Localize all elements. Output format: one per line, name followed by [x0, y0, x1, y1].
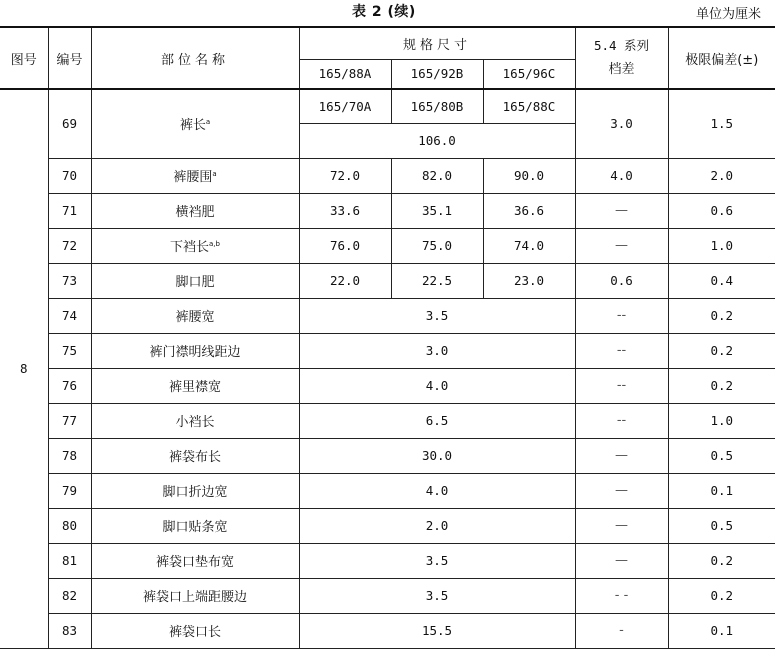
part-name: 裤长$^a$: [91, 89, 299, 158]
spec-value: 3.0: [299, 333, 575, 368]
table-row: [0, 403, 775, 438]
series-step: 4.0: [575, 158, 668, 193]
spec-value: 2.0: [299, 508, 575, 543]
spec-value: 74.0: [483, 228, 575, 263]
item-number: 79: [48, 473, 91, 508]
header-series-line2: 档差: [608, 62, 635, 77]
spec-value: 35.1: [391, 193, 483, 228]
spec-value: 22.0: [299, 263, 391, 298]
unit-note: 单位为厘米: [695, 7, 761, 22]
tolerance-value: 0.4: [668, 263, 775, 298]
part-name: 裤袋口长: [91, 613, 299, 648]
figure-number-cell: 8: [0, 89, 48, 648]
part-name: 下裆长$^{a,b}$: [91, 228, 299, 263]
table-row: [0, 263, 775, 298]
tolerance-value: 0.5: [668, 438, 775, 473]
table-row: [0, 508, 775, 543]
spec-value: 30.0: [299, 438, 575, 473]
part-name: 脚口贴条宽: [91, 508, 299, 543]
tolerance-value: 1.5: [668, 89, 775, 158]
series-step: —: [575, 508, 668, 543]
spec-value: 3.5: [299, 298, 575, 333]
spec-value: 72.0: [299, 158, 391, 193]
table-row: [0, 438, 775, 473]
spec-value: 23.0: [483, 263, 575, 298]
table-row: [0, 543, 775, 578]
series-step: —: [575, 543, 668, 578]
spec-value: 3.5: [299, 543, 575, 578]
item-number: 76: [48, 368, 91, 403]
spec-value: 4.0: [299, 368, 575, 403]
tolerance-value: 0.2: [668, 298, 775, 333]
tolerance-value: 0.2: [668, 333, 775, 368]
series-step: —: [575, 438, 668, 473]
part-name: 脚口折边宽: [91, 473, 299, 508]
size-spec-table: [0, 26, 775, 649]
series-step: —: [575, 193, 668, 228]
tolerance-value: 0.2: [668, 368, 775, 403]
series-step: —: [575, 228, 668, 263]
header-spec: 规格尺寸: [299, 27, 575, 59]
series-step: —: [575, 473, 668, 508]
part-name: 裤袋布长: [91, 438, 299, 473]
header-spec-col: 165/88A: [299, 59, 391, 89]
series-step: --: [575, 298, 668, 333]
tolerance-value: 1.0: [668, 403, 775, 438]
part-name: 裤里襟宽: [91, 368, 299, 403]
table-row: [0, 368, 775, 403]
part-name: 横裆肥: [91, 193, 299, 228]
header-tolerance: 极限偏差(±): [668, 27, 775, 89]
table-caption: [0, 0, 775, 26]
header-series-line1: 5.4 系列: [593, 38, 650, 53]
header-item-no: 编号: [48, 27, 91, 89]
part-name: 裤袋口垫布宽: [91, 543, 299, 578]
table-row: [0, 193, 775, 228]
item-number: 74: [48, 298, 91, 333]
tolerance-value: 2.0: [668, 158, 775, 193]
spec-value: 15.5: [299, 613, 575, 648]
spec-value: 3.5: [299, 578, 575, 613]
spec-value: 36.6: [483, 193, 575, 228]
item-number: 70: [48, 158, 91, 193]
tolerance-value: 1.0: [668, 228, 775, 263]
part-name: 裤腰围$^a$: [91, 158, 299, 193]
table-row: [0, 158, 775, 193]
item-number: 77: [48, 403, 91, 438]
part-name: 裤腰宽: [91, 298, 299, 333]
spec-value: 75.0: [391, 228, 483, 263]
spec-value: 82.0: [391, 158, 483, 193]
item-number: 82: [48, 578, 91, 613]
item-number: 72: [48, 228, 91, 263]
spec-value: 6.5: [299, 403, 575, 438]
header-figure-no: 图号: [0, 27, 48, 89]
spec-value: 106.0: [299, 123, 575, 158]
table-title: 表 2 (续): [352, 4, 416, 20]
spec-value: 90.0: [483, 158, 575, 193]
item-number: 80: [48, 508, 91, 543]
footnote-mark: a,b: [209, 240, 220, 248]
spec-value: 4.0: [299, 473, 575, 508]
item-number: 75: [48, 333, 91, 368]
tolerance-value: 0.1: [668, 613, 775, 648]
table-row: [0, 333, 775, 368]
table-row: [0, 228, 775, 263]
series-step: - -: [575, 578, 668, 613]
spec-value: 33.6: [299, 193, 391, 228]
series-step: 0.6: [575, 263, 668, 298]
spec-value: 76.0: [299, 228, 391, 263]
tolerance-value: 0.2: [668, 543, 775, 578]
tolerance-value: 0.1: [668, 473, 775, 508]
header-spec-col: 165/92B: [391, 59, 483, 89]
tolerance-value: 0.5: [668, 508, 775, 543]
series-step: --: [575, 403, 668, 438]
series-step: -: [575, 613, 668, 648]
item-number: 73: [48, 263, 91, 298]
part-name: 裤门襟明线距边: [91, 333, 299, 368]
series-step: --: [575, 368, 668, 403]
item-number: 81: [48, 543, 91, 578]
table-row: [0, 473, 775, 508]
series-step: 3.0: [575, 89, 668, 158]
spec-value: 22.5: [391, 263, 483, 298]
sub-spec-cell: 165/80B: [391, 89, 483, 123]
table-row: [0, 578, 775, 613]
sub-spec-cell: 165/70A: [299, 89, 391, 123]
footnote-mark: a: [212, 170, 217, 178]
item-number: 71: [48, 193, 91, 228]
part-name: 裤袋口上端距腰边: [91, 578, 299, 613]
table-row: [0, 298, 775, 333]
header-series: [575, 27, 668, 89]
tolerance-value: 0.6: [668, 193, 775, 228]
header-part-name: 部位名称: [91, 27, 299, 89]
item-number: 78: [48, 438, 91, 473]
part-name: 脚口肥: [91, 263, 299, 298]
part-name: 小裆长: [91, 403, 299, 438]
tolerance-value: 0.2: [668, 578, 775, 613]
series-step: --: [575, 333, 668, 368]
table-row: [0, 89, 775, 123]
item-number: 83: [48, 613, 91, 648]
header-spec-col: 165/96C: [483, 59, 575, 89]
item-number: 69: [48, 89, 91, 158]
sub-spec-cell: 165/88C: [483, 89, 575, 123]
footnote-mark: a: [205, 118, 211, 127]
